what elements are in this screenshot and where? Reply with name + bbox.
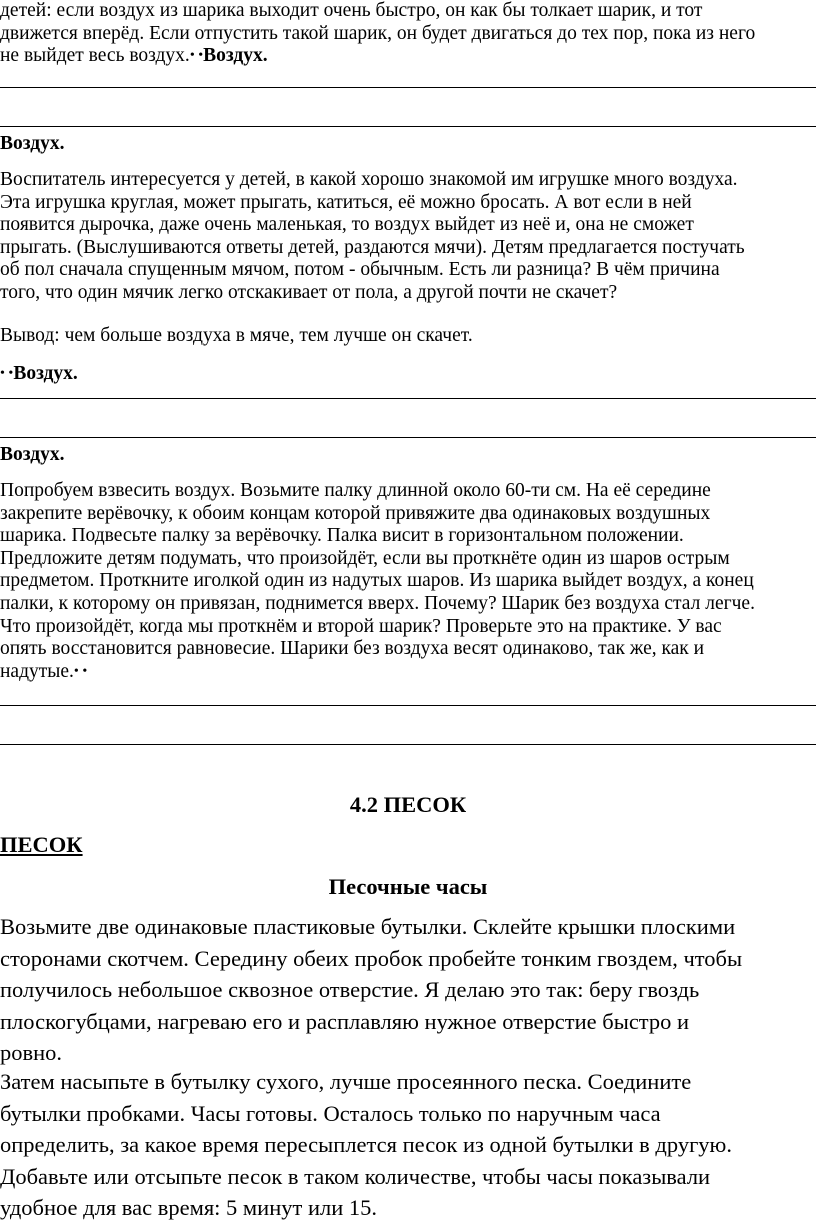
horizontal-rule <box>0 744 816 745</box>
text-line-with-bullets <box>0 45 816 68</box>
text-line: детей: если воздух из шарика выходит очень быстро, он как бы толкает шарик, и тот <box>0 0 703 21</box>
bullet-marks: • • <box>0 366 14 381</box>
section-heading-air: Воздух. <box>0 444 65 465</box>
text-line: бутылки пробками. Часы готовы. Осталось только по наручным часа <box>0 1100 661 1126</box>
paragraph-ball-experiment <box>0 169 816 305</box>
section-heading-air: Воздух. <box>0 133 65 154</box>
text-line: движется вперёд. Если отпустить такой шарик, он будет двигаться до тех пор, пока из него <box>0 22 756 44</box>
horizontal-rule <box>0 437 816 438</box>
text-line: Эта игрушка круглая, может прыгать, катиться, её можно бросать. А вот если в ней <box>0 191 692 213</box>
bullet-heading-line <box>0 363 816 386</box>
inline-heading: Воздух. <box>13 363 78 384</box>
horizontal-rule <box>0 126 816 127</box>
text-line: определить, за какое время пересыплется песок из одной бутылки в другую. <box>0 1132 732 1158</box>
text-line: Что произойдёт, когда мы проткнём и второй шарик? Проверьте это на практике. У вас <box>0 615 722 637</box>
text-line: надутые. <box>0 660 74 682</box>
inline-heading: Воздух. <box>203 45 268 67</box>
text-line: сторонами скотчем. Середину обеих пробок пробейте тонким гвоздем, чтобы <box>0 945 743 971</box>
text-line: получилось небольшое сквозное отверстие. Я делаю это так: беру гвоздь <box>0 977 700 1003</box>
text-line: прыгать. (Выслушиваются ответы детей, раздаются мячи). Детям предлагается постучать <box>0 236 745 258</box>
conclusion-text: Вывод: чем больше воздуха в мяче, тем лучше он скачет. <box>0 325 473 346</box>
text-line: Затем насыпьте в бутылку сухого, лучше просеянного песка. Соедините <box>0 1069 692 1094</box>
section-number-title: 4.2 ПЕСОК <box>349 792 467 817</box>
text-line: предметом. Проткните иголкой один из надутых шаров. Из шарика выйдет воздух, а конец <box>0 570 754 592</box>
text-line: Предложите детям подумать, что произойдёт, если вы проткнёте один из шаров острым <box>0 547 730 569</box>
text-line: Возьмите две одинаковые пластиковые бутылки. Склейте крышки плоскими <box>0 914 736 939</box>
horizontal-rule <box>0 398 816 399</box>
text-line: Добавьте или отсыпьте песок в таком количестве, чтобы часы показывали <box>0 1163 711 1189</box>
horizontal-rule <box>0 705 816 706</box>
paragraph-balloon-jet <box>0 0 816 68</box>
text-line: об пол сначала спущенным мячом, потом - обычным. Есть ли разница? В чём причина <box>0 259 720 281</box>
text-line: того, что один мячик легко отскакивает от пола, а другой почти не скачет? <box>0 281 618 303</box>
bullet-marks: • • <box>189 48 204 64</box>
text-line: ровно. <box>0 1040 63 1066</box>
text-line: шарика. Подвесьте палку за верёвочку. Палка висит в горизонтальном положении. <box>0 525 684 547</box>
text-line-with-bullets <box>0 661 816 684</box>
paragraph-weigh-air <box>0 480 816 683</box>
horizontal-rule <box>0 87 816 88</box>
subsection-title: Песочные часы <box>328 874 488 899</box>
text-line: опять восстановится равновесие. Шарики без воздуха весят одинаково, так же, как и <box>0 638 705 660</box>
paragraph-hourglass-build <box>0 911 816 1069</box>
text-line: появится дырочка, даже очень маленькая, то воздух выйдет из неё и, она не сможет <box>0 214 694 236</box>
text-line: не выйдет весь воздух. <box>0 45 190 67</box>
text-line: удобное для вас время: 5 минут или 15. <box>0 1195 378 1221</box>
text-line: палки, к которому он привязан, поднимется вверх. Почему? Шарик без воздуха стал легче. <box>0 592 755 614</box>
text-line: плоскогубцами, нагреваю его и расплавляю нужное отверстие быстро и <box>0 1008 690 1034</box>
text-line: Попробуем взвесить воздух. Возьмите палку длинной около 60-ти см. На её середине <box>0 480 711 501</box>
section-label: ПЕСОК <box>0 832 83 857</box>
text-line: Воспитатель интересуется у детей, в какой хорошо знакомой им игрушке много воздуха. <box>0 169 738 190</box>
paragraph-hourglass-fill <box>0 1066 816 1224</box>
text-line: закрепите верёвочку, к обоим концам которой привяжите два одинаковых воздушных <box>0 502 711 524</box>
bullet-marks: • • <box>73 663 88 679</box>
